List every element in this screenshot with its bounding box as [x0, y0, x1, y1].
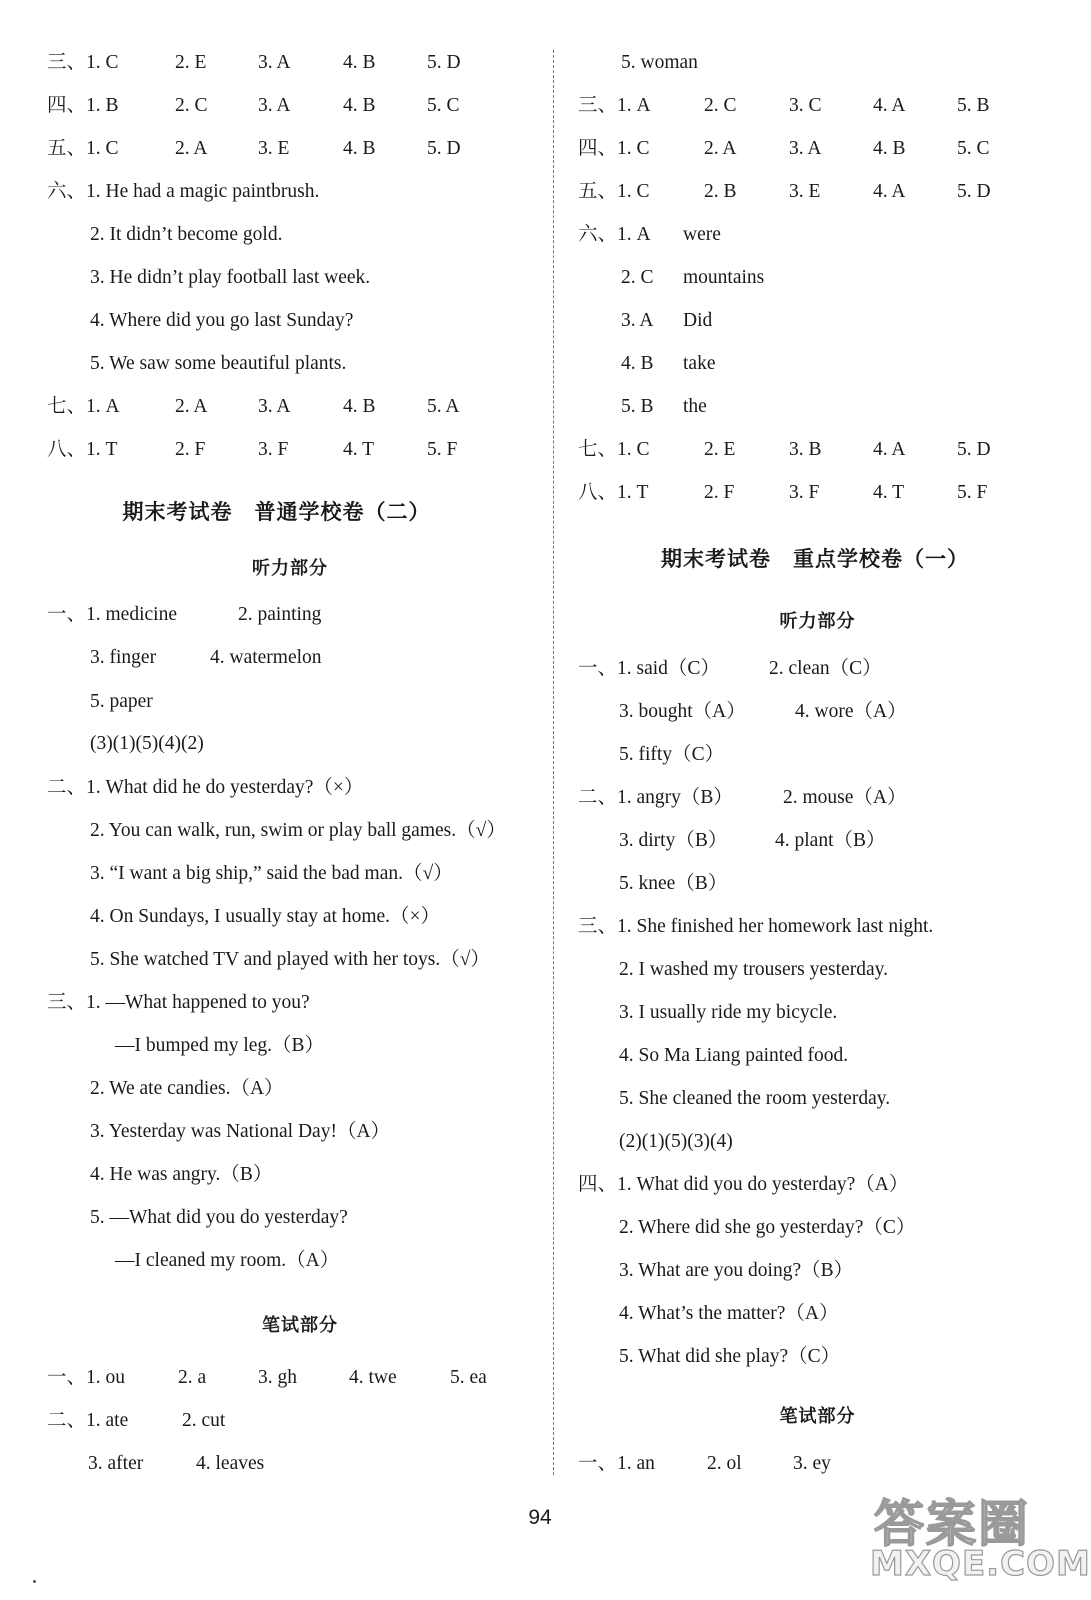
answer-item: 一、1. an — [578, 1453, 655, 1474]
answer-item: 5. D — [957, 181, 991, 202]
answer-line: 3. Yesterday was National Day!（A） — [90, 1121, 391, 1142]
answer-line: 3. What are you doing?（B） — [619, 1260, 854, 1281]
answer-item: 5. F — [427, 439, 458, 460]
answer-item: 4. plant（B） — [775, 830, 886, 851]
page-number: 94 — [528, 1506, 552, 1529]
answer-line: 5. —What did you do yesterday? — [90, 1207, 348, 1228]
answer-item: 二、1. angry（B） — [578, 787, 733, 808]
answer-item: 2. C — [621, 267, 654, 288]
answer-item: 2. A — [175, 396, 208, 417]
answer-line: (2)(1)(5)(3)(4) — [619, 1131, 733, 1152]
column-divider — [553, 50, 554, 1475]
answer-item: were — [683, 224, 721, 245]
answer-line: 5. She cleaned the room yesterday. — [619, 1088, 891, 1109]
answer-row — [555, 785, 907, 811]
answer-item: 一、1. said（C） — [578, 658, 720, 679]
answer-line: 4. What’s the matter?（A） — [619, 1303, 839, 1324]
answer-item: 2. F — [704, 482, 735, 503]
answer-line: 3. I usually ride my bicycle. — [619, 1002, 838, 1023]
written-heading: 笔试部分 — [779, 1406, 856, 1427]
answer-row — [555, 656, 882, 682]
answer-row — [0, 1408, 226, 1434]
answer-line: 2. You can walk, run, swim or play ball games.（√） — [90, 820, 506, 841]
exam-section-title: 期末考试卷 重点学校卷（一） — [661, 547, 969, 571]
answer-item: 3. after — [88, 1453, 144, 1474]
answer-item: 5. D — [427, 52, 461, 73]
answer-item: 四、1. C — [578, 138, 650, 159]
answer-line: 二、1. What did he do yesterday?（×） — [47, 777, 364, 798]
answer-item: 4. T — [873, 482, 905, 503]
answer-item: 3. E — [789, 181, 821, 202]
answer-item: 2. A — [704, 138, 737, 159]
answer-item: 3. A — [258, 95, 291, 116]
answer-item: 三、1. C — [47, 52, 119, 73]
answer-item: 3. A — [258, 396, 291, 417]
written-heading: 笔试部分 — [262, 1315, 338, 1336]
answer-item: 4. B — [621, 353, 654, 374]
answer-row — [555, 1451, 831, 1477]
answer-item: the — [683, 396, 707, 417]
answer-line: 4. Where did you go last Sunday? — [90, 310, 354, 331]
answer-item: 七、1. C — [578, 439, 650, 460]
answer-item: 八、1. T — [47, 439, 118, 460]
watermark-chinese: 答案圈 — [874, 1495, 1030, 1553]
answer-item: 2. E — [704, 439, 736, 460]
answer-row — [555, 265, 765, 291]
answer-item: 七、1. A — [47, 396, 120, 417]
answer-item: 八、1. T — [578, 482, 649, 503]
answer-line: 2. I washed my trousers yesterday. — [619, 959, 888, 980]
answer-row — [555, 351, 716, 377]
answer-item: 4. twe — [349, 1367, 397, 1388]
answer-item: 4. leaves — [196, 1453, 265, 1474]
answer-item: 5. B — [957, 95, 990, 116]
answer-item: 2. ol — [707, 1453, 742, 1474]
answer-line: 2. It didn’t become gold. — [90, 224, 283, 245]
watermark-site: MXQE.COM — [870, 1544, 1091, 1584]
answer-item: 3. C — [789, 95, 822, 116]
answer-line: 3. “I want a big ship,” said the bad man.（√） — [90, 863, 453, 884]
answer-row — [0, 602, 322, 628]
answer-item: 4. B — [343, 396, 376, 417]
answer-line: 5. fifty（C） — [619, 744, 725, 765]
answer-item: 2. clean（C） — [769, 658, 882, 679]
listening-heading: 听力部分 — [779, 611, 856, 632]
answer-item: 3. A — [789, 138, 822, 159]
answer-line: —I bumped my leg.（B） — [115, 1035, 325, 1056]
answer-item: 3. gh — [258, 1367, 297, 1388]
answer-row — [555, 437, 991, 463]
answer-item: 4. A — [873, 181, 906, 202]
answer-row — [0, 437, 458, 463]
answer-item: 3. A — [621, 310, 654, 331]
answer-row — [0, 1451, 265, 1477]
answer-row — [555, 828, 886, 854]
answer-line: 5. knee（B） — [619, 873, 728, 894]
answer-line: 5. paper — [90, 691, 153, 712]
answer-item: 3. A — [258, 52, 291, 73]
answer-row — [555, 480, 988, 506]
answer-item: 二、1. ate — [47, 1410, 129, 1431]
answer-line: (3)(1)(5)(4)(2) — [90, 733, 204, 754]
answer-item: 六、1. A — [578, 224, 651, 245]
answer-row — [0, 1365, 487, 1391]
answer-row — [555, 699, 907, 725]
answer-line: 4. So Ma Liang painted food. — [619, 1045, 849, 1066]
answer-item: 4. B — [343, 95, 376, 116]
answer-item: 3. E — [258, 138, 290, 159]
answer-item: 2. painting — [238, 604, 322, 625]
answer-item: 3. ey — [793, 1453, 831, 1474]
answer-line: 5. She watched TV and played with her toys.（√） — [90, 949, 490, 970]
answer-item: 2. B — [704, 181, 737, 202]
answer-item: 五、1. C — [578, 181, 650, 202]
answer-line: 5. We saw some beautiful plants. — [90, 353, 347, 374]
answer-row — [0, 394, 460, 420]
answer-item: 3. F — [258, 439, 289, 460]
answer-item: 4. T — [343, 439, 375, 460]
answer-item: 三、1. A — [578, 95, 651, 116]
answer-item: 2. a — [178, 1367, 207, 1388]
answer-row — [0, 136, 461, 162]
answer-item: 4. A — [873, 439, 906, 460]
exam-section-title: 期末考试卷 普通学校卷（二） — [122, 500, 431, 524]
answer-item: Did — [683, 310, 713, 331]
answer-item: 2. C — [175, 95, 208, 116]
answer-item: 4. A — [873, 95, 906, 116]
answer-item: 3. bought（A） — [619, 701, 746, 722]
answer-line: 3. He didn’t play football last week. — [90, 267, 371, 288]
answer-item: mountains — [683, 267, 765, 288]
answer-item: 一、1. ou — [47, 1367, 126, 1388]
answer-item: take — [683, 353, 716, 374]
answer-row — [0, 50, 461, 76]
answer-row — [555, 308, 713, 334]
answer-row — [555, 222, 721, 248]
answer-line: 2. Where did she go yesterday?（C） — [619, 1217, 916, 1238]
answer-row — [555, 179, 991, 205]
answer-item: 2. F — [175, 439, 206, 460]
answer-item: 2. E — [175, 52, 207, 73]
listening-heading: 听力部分 — [252, 558, 328, 579]
answer-item: 3. F — [789, 482, 820, 503]
answer-item: 3. finger — [90, 647, 157, 668]
watermark-logo — [868, 1482, 1091, 1592]
answer-row — [555, 394, 707, 420]
answer-item: 2. A — [175, 138, 208, 159]
answer-item: 5. C — [427, 95, 460, 116]
answer-item: 一、1. medicine — [47, 604, 177, 625]
answer-item: 5. D — [427, 138, 461, 159]
scan-dot — [33, 1580, 36, 1583]
answer-row — [555, 136, 990, 162]
answer-line: 三、1. She finished her homework last night. — [578, 916, 934, 937]
answer-line: 三、1. —What happened to you? — [47, 992, 310, 1013]
answer-item: 3. B — [789, 439, 822, 460]
answer-item: 2. C — [704, 95, 737, 116]
answer-line: 4. He was angry.（B） — [90, 1164, 273, 1185]
answer-item: 4. watermelon — [210, 647, 322, 668]
answer-item: 5. A — [427, 396, 460, 417]
answer-row — [555, 93, 990, 119]
answer-item: 四、1. B — [47, 95, 119, 116]
answer-item: 5. ea — [450, 1367, 487, 1388]
answer-item: 2. cut — [182, 1410, 226, 1431]
answer-item: 2. mouse（A） — [783, 787, 907, 808]
answer-item: 4. B — [343, 52, 376, 73]
answer-item: 3. dirty（B） — [619, 830, 728, 851]
answer-item: 五、1. C — [47, 138, 119, 159]
answer-line: 六、1. He had a magic paintbrush. — [47, 181, 320, 202]
answer-row — [0, 93, 460, 119]
answer-item: 4. B — [873, 138, 906, 159]
answer-line: 4. On Sundays, I usually stay at home.（×） — [90, 906, 441, 927]
answer-item: 5. F — [957, 482, 988, 503]
answer-row — [0, 645, 322, 671]
answer-item: 4. B — [343, 138, 376, 159]
answer-line: 2. We ate candies.（A） — [90, 1078, 284, 1099]
answer-item: 5. D — [957, 439, 991, 460]
answer-item: 5. C — [957, 138, 990, 159]
answer-item: 4. wore（A） — [795, 701, 907, 722]
answer-item: 5. B — [621, 396, 654, 417]
answer-line: 5. woman — [621, 52, 698, 73]
answer-line: 5. What did she play?（C） — [619, 1346, 841, 1367]
answer-line: 四、1. What did you do yesterday?（A） — [578, 1174, 909, 1195]
answer-line: —I cleaned my room.（A） — [115, 1250, 340, 1271]
